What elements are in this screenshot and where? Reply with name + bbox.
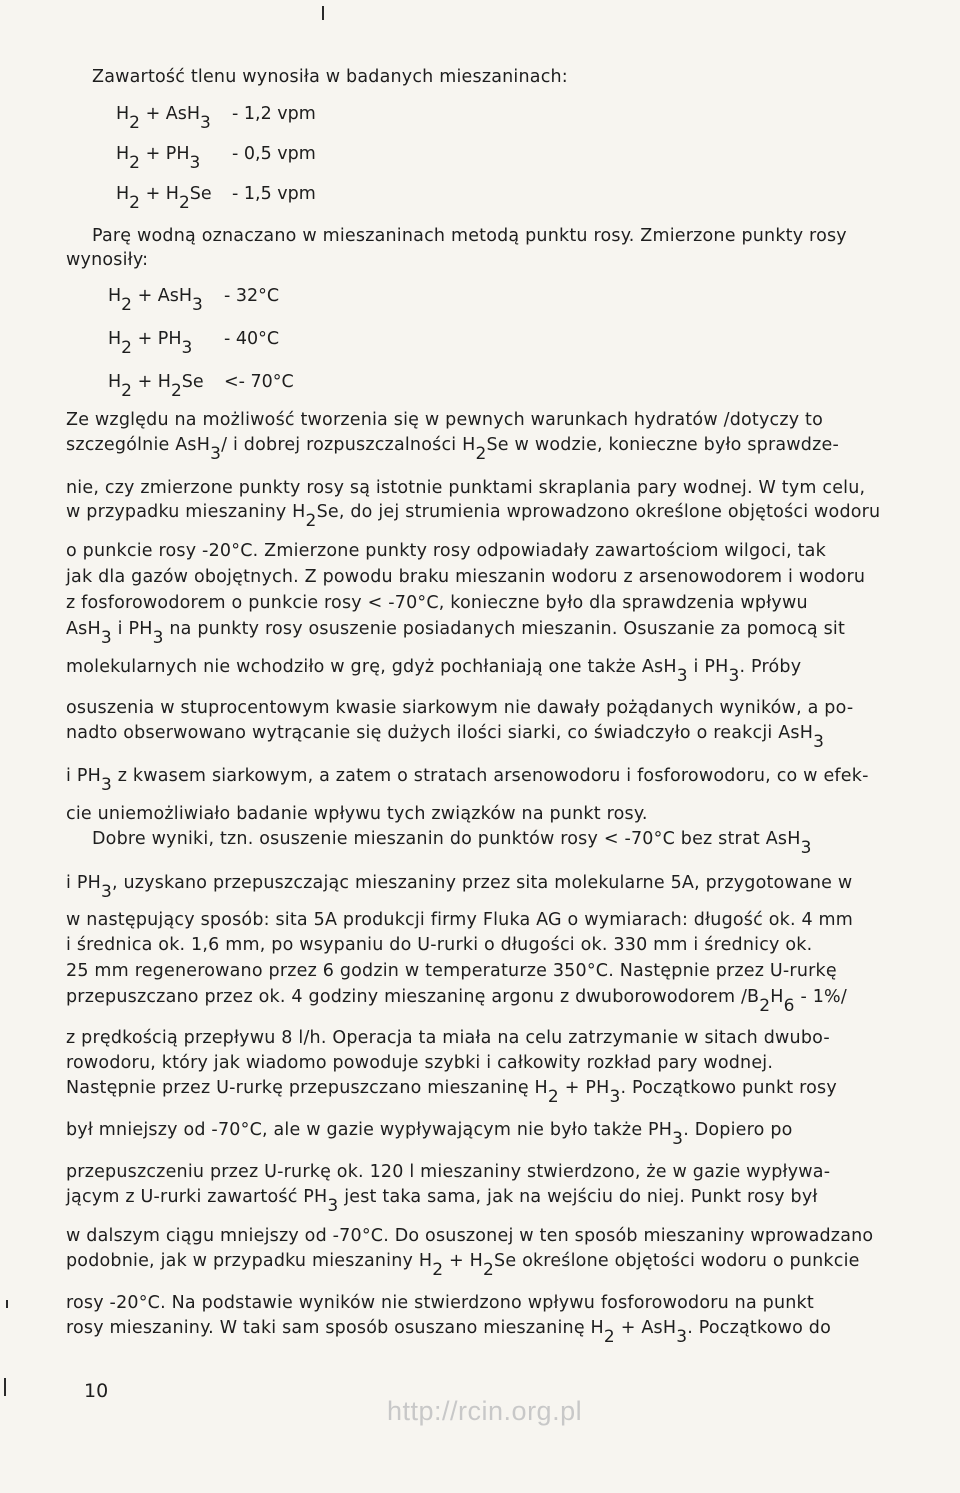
subscript: 2: [129, 113, 140, 133]
text-segment: jak dla gazów obojętnych. Z powodu braku mieszanin wodoru z arsenowodorem i wodoru: [66, 567, 866, 587]
body-line: [66, 803, 648, 825]
body-line: [66, 1027, 830, 1049]
text-segment: + H: [443, 1251, 483, 1271]
subscript: 2: [121, 381, 132, 401]
subscript: 3: [192, 295, 203, 315]
oxygen-value: - 1,5 vpm: [232, 184, 316, 204]
text-segment: + PH: [140, 144, 190, 164]
body-line: [66, 934, 812, 956]
dewpoint-value: - 32°C: [224, 286, 280, 306]
text-segment: i średnica ok. 1,6 mm, po wsypaniu do U-rurki o długości ok. 330 mm i średnicy ok.: [66, 935, 813, 955]
subscript: 3: [152, 628, 164, 648]
scan-speck: [4, 1378, 6, 1396]
subscript: 3: [676, 666, 688, 686]
body-line: [66, 722, 825, 752]
dewpoint-formula: [108, 371, 224, 401]
oxygen-formula: [116, 183, 232, 213]
body-line: [66, 656, 802, 686]
dewpoint-row: [108, 328, 280, 358]
page-number: 10: [84, 1380, 109, 1402]
watermark-url: http://rcin.org.pl: [387, 1396, 583, 1426]
body-line: [66, 592, 808, 614]
subscript: 2: [603, 1327, 615, 1347]
text-segment: o punkcie rosy -20°C. Zmierzone punkty rosy odpowiadały zawartościom wilgoci, tak: [66, 541, 826, 561]
text-segment: . Początkowo punkt rosy: [620, 1078, 837, 1098]
subscript: 2: [483, 1260, 495, 1280]
body-line: [66, 1052, 773, 1074]
text-segment: + AsH: [132, 286, 193, 306]
subscript: 3: [100, 775, 112, 795]
text-segment: z fosforowodorem o punkcie rosy < -70°C, konieczne było dla sprawdzenia wpływu: [66, 593, 808, 613]
dewpoint-formula: [108, 285, 224, 315]
subscript: 3: [100, 882, 112, 902]
water-intro-line-2: wynosiły:: [66, 250, 149, 270]
text-segment: Se w wodzie, konieczne było sprawdze-: [486, 435, 839, 455]
body-line: [66, 1292, 814, 1314]
text-segment: + PH: [132, 329, 182, 349]
subscript: 2: [129, 193, 140, 213]
text-segment: Ze względu na możliwość tworzenia się w pewnych warunkach hydratów /dotyczy to: [66, 410, 824, 430]
text-segment: Następnie przez U-rurkę przepuszczano mieszaninę H: [66, 1078, 548, 1098]
subscript: 3: [327, 1196, 339, 1216]
text-segment: cie uniemożliwiało badanie wpływu tych związków na punkt rosy.: [66, 804, 648, 824]
text-segment: H: [116, 144, 130, 164]
text-segment: z kwasem siarkowym, a zatem o stratach arsenowodoru i fosforowodoru, co w efek-: [111, 766, 869, 786]
text-segment: H: [116, 184, 130, 204]
body-line: [66, 697, 853, 719]
text-segment: Dobre wyniki, tzn. osuszenie mieszanin do punktów rosy < -70°C bez strat AsH: [92, 829, 801, 849]
subscript: 3: [672, 1129, 684, 1149]
text-segment: Se: [181, 372, 204, 392]
text-segment: przepuszczano przez ok. 4 godziny mieszaninę argonu z dwuborowodorem /B: [66, 987, 760, 1007]
subscript: 3: [100, 628, 112, 648]
text-segment: szczególnie AsH: [66, 435, 211, 455]
subscript: 2: [121, 295, 132, 315]
text-segment: w następujący sposób: sita 5A produkcji firmy Fluka AG o wymiarach: długość ok. 4 mm: [66, 910, 854, 930]
body-line: [66, 409, 823, 431]
text-segment: , uzyskano przepuszczając mieszaniny przez sita molekularne 5A, przygotowane w: [111, 873, 853, 893]
subscript: 2: [475, 444, 487, 464]
subscript: 6: [783, 996, 795, 1016]
text-segment: . Początkowo do: [687, 1318, 832, 1338]
text-segment: rowodoru, który jak wiadomo powoduje szybki i całkowity rozkład pary wodnej.: [66, 1053, 774, 1073]
dewpoint-formula: [108, 328, 224, 358]
subscript: 2: [305, 511, 317, 531]
subscript: 3: [189, 153, 201, 173]
oxygen-value: - 0,5 vpm: [232, 144, 316, 164]
oxygen-row: [116, 103, 316, 133]
dewpoint-row: [108, 371, 294, 401]
subscript: 2: [178, 193, 190, 213]
subscript: 2: [759, 996, 771, 1016]
text-segment: rosy mieszaniny. W taki sam sposób osuszano mieszaninę H: [66, 1318, 604, 1338]
oxygen-formula: [116, 103, 232, 133]
oxygen-formula: [116, 143, 232, 173]
text-segment: w dalszym ciągu mniejszy od -70°C. Do osuszonej w ten sposób mieszaniny wprowadzano: [66, 1226, 874, 1246]
body-line: [66, 477, 865, 499]
text-segment: + H: [140, 184, 179, 204]
text-segment: - 1%/: [794, 987, 847, 1007]
body-line: [66, 1225, 873, 1247]
body-line: [66, 765, 869, 795]
body-line: [66, 1119, 793, 1149]
body-line: [66, 1161, 830, 1183]
subscript: 2: [129, 153, 140, 173]
text-segment: jest taka sama, jak na wejściu do niej. Punkt rosy był: [338, 1187, 818, 1207]
text-segment: w przypadku mieszaniny H: [66, 502, 306, 522]
text-segment: + H: [132, 372, 171, 392]
oxygen-row: [116, 143, 316, 173]
body-line: [66, 1077, 837, 1107]
text-segment: osuszenia w stuprocentowym kwasie siarkowym nie dawały pożądanych wyników, a po-: [66, 698, 854, 718]
text-segment: + AsH: [614, 1318, 677, 1338]
text-segment: AsH: [66, 619, 101, 639]
subscript: 2: [121, 338, 132, 358]
text-segment: jącym z U-rurki zawartość PH: [66, 1187, 328, 1207]
dewpoint-value: <- 70°C: [224, 372, 294, 392]
text-segment: i PH: [111, 619, 153, 639]
subscript: 3: [813, 732, 825, 752]
text-segment: na punkty rosy osuszenie posiadanych mieszanin. Osuszanie za pomocą sit: [163, 619, 846, 639]
text-segment: 25 mm regenerowano przez 6 godzin w temperaturze 350°C. Następnie przez U-rurkę: [66, 961, 837, 981]
text-segment: H: [108, 286, 122, 306]
text-segment: / i dobrej rozpuszczalności H: [221, 435, 476, 455]
water-intro-line-1: Parę wodną oznaczano w mieszaninach metodą punktu rosy. Zmierzone punkty rosy: [92, 226, 847, 246]
subscript: 3: [676, 1327, 688, 1347]
text-segment: H: [108, 329, 122, 349]
text-segment: Se: [189, 184, 212, 204]
text-segment: z prędkością przepływu 8 l/h. Operacja ta miała na celu zatrzymanie w sitach dwubo-: [66, 1028, 830, 1048]
body-line: [66, 986, 847, 1016]
intro-line: Zawartość tlenu wynosiła w badanych mieszaninach:: [92, 67, 568, 87]
subscript: 3: [728, 666, 740, 686]
text-segment: molekularnych nie wchodziło w grę, gdyż pochłaniają one także AsH: [66, 657, 677, 677]
oxygen-row: [116, 183, 316, 213]
body-line: [66, 1250, 860, 1280]
text-segment: był mniejszy od -70°C, ale w gazie wypływającym nie było także PH: [66, 1120, 673, 1140]
text-segment: Se określone objętości wodoru o punkcie: [494, 1251, 860, 1271]
text-segment: Se, do jej strumienia wprowadzono określone objętości wodoru: [316, 502, 881, 522]
subscript: 3: [181, 338, 193, 358]
subscript: 2: [432, 1260, 444, 1280]
body-line: [66, 501, 881, 531]
text-segment: H: [116, 104, 130, 124]
text-segment: podobnie, jak w przypadku mieszaniny H: [66, 1251, 433, 1271]
dewpoint-value: - 40°C: [224, 329, 280, 349]
text-segment: . Próby: [739, 657, 802, 677]
text-segment: H: [108, 372, 122, 392]
text-segment: przepuszczeniu przez U-rurkę ok. 120 l mieszaniny stwierdzono, że w gazie wypływa-: [66, 1162, 831, 1182]
body-line: [66, 872, 853, 902]
scan-speck: [322, 6, 324, 20]
subscript: 3: [800, 838, 812, 858]
text-segment: nie, czy zmierzone punkty rosy są istotnie punktami skraplania pary wodnej. W tym celu,: [66, 478, 866, 498]
body-line: [66, 1317, 832, 1347]
body-line: [66, 540, 826, 562]
body-line: [66, 566, 865, 588]
body-line: [66, 1186, 818, 1216]
dewpoint-row: [108, 285, 280, 315]
subscript: 3: [200, 113, 211, 133]
subscript: 3: [210, 444, 222, 464]
subscript: 3: [609, 1087, 621, 1107]
text-segment: rosy -20°C. Na podstawie wyników nie stwierdzono wpływu fosforowodoru na punkt: [66, 1293, 814, 1313]
text-segment: . Dopiero po: [683, 1120, 793, 1140]
text-segment: + PH: [558, 1078, 610, 1098]
body-line: [66, 909, 853, 931]
body-line: [66, 960, 837, 982]
text-segment: nadto obserwowano wytrącanie się dużych ilości siarki, co świadczyło o reakcji AsH: [66, 723, 814, 743]
text-segment: i PH: [66, 873, 101, 893]
body-line: [66, 618, 846, 648]
text-segment: i PH: [66, 766, 101, 786]
oxygen-value: - 1,2 vpm: [232, 104, 316, 124]
text-segment: i PH: [687, 657, 729, 677]
subscript: 2: [170, 381, 182, 401]
text-segment: H: [770, 987, 784, 1007]
subscript: 2: [547, 1087, 559, 1107]
body-line: [92, 828, 812, 858]
scan-speck: [6, 1300, 8, 1308]
body-line: [66, 434, 839, 464]
text-segment: + AsH: [140, 104, 201, 124]
